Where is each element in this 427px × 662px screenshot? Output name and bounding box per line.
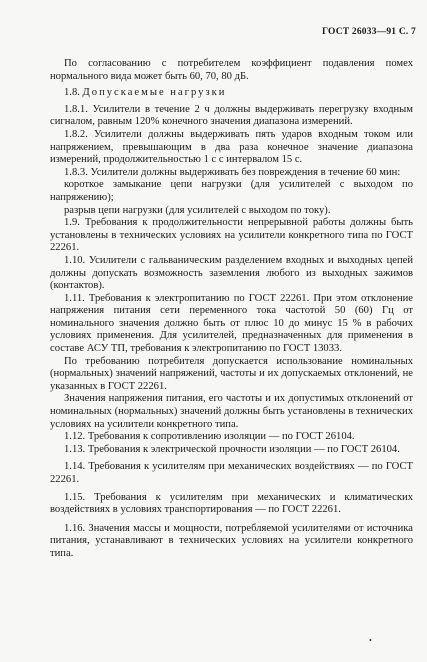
document-body (50, 58, 413, 561)
clause-1-8-1-end: конечного значения диапазона измерений. (159, 116, 353, 128)
clause-1-16: 1.16. Значения массы и мощности, потребляемой усилителями от источника питания, устанавливают в технических условиях на усилители конкретного типа. (50, 522, 413, 559)
clause-1-8-3: 1.8.3. Усилители должны выдерживать без повреждения в течение 60 мин: (64, 166, 401, 178)
clause-1-8-2: 1.8.2. Усилители должны выдерживать пять ударов входным током или напряжением, превышающим в два раза конечное значение диапазона измерений, продолжительностью 1 с с интервалом 15 с. (50, 128, 413, 166)
clause-1-13: 1.13. Требования к электрической прочности изоляции — по ГОСТ 26104. (64, 443, 400, 455)
clause-1-8-1 (50, 104, 413, 129)
list-item-open-circuit: разрыв цепи нагрузки (для усилителей с выходом по току). (64, 204, 331, 216)
section-heading-1-8 (50, 87, 413, 100)
page-header: ГОСТ 26033—91 С. 7 (322, 27, 416, 37)
paragraph-noise-rejection: По согласованию с потребителем коэффициент подавления помех нормального вида может быть 60, 70, 80 дБ. (50, 58, 413, 82)
clause-1-15: 1.15. Требования к усилителям при механических и климатических воздействиях в условиях транспортирования — по ГОСТ 22261. (50, 491, 413, 516)
clause-1-9: 1.9. Требования к продолжительности непрерывной работы должны быть установлены в технических условиях на усилители конкретного типа по ГОСТ 22261. (50, 217, 413, 254)
paragraph-supply-values: Значения напряжения питания, его частоты и их допустимых отклонений от номинальных (нормальных) значений должны быть установлены в технических условиях на усилители конкретного типа. (50, 393, 413, 430)
clause-1-14: 1.14. Требования к усилителям при механических воздействиях — по ГОСТ 22261. (50, 461, 413, 485)
section-number: 1.8. (64, 87, 80, 99)
list-item-short-circuit: короткое замыкание цепи нагрузки (для усилителей с выходом по напряжению); (50, 179, 413, 203)
paragraph-nominal-values: По требованию потребителя допускается использование номинальных (нормальных) значений напряжений, частоты и их допускаемых отклонений, не указанных в ГОСТ 22261. (50, 355, 413, 392)
clause-1-12: 1.12. Требования к сопротивлению изоляции — по ГОСТ 26104. (64, 431, 355, 443)
clause-1-8-1-percent: % (150, 116, 160, 128)
clause-1-10: 1.10. Усилители с гальваническим разделением входных и выходных цепей должны допускать возможность заземления любого из выходных зажимов (контактов). (50, 254, 413, 292)
footer-mark: • (369, 636, 372, 645)
clause-1-11: 1.11. Требования к электропитанию по ГОСТ 22261. При этом отклонение напряжения питания сети переменного тока частотой 50 (60) Гц от номинального значения должно быть от плюс 10 до минус 15 % в рабочих условиях применения. Для усилителей, предназначенных для применения в составе АСУ ТП, требования к электропитанию по ГОСТ 13033. (50, 292, 413, 355)
section-title: Допускаемые нагрузки (82, 87, 227, 99)
clause-1-8-1-start: 1.8.1. Усилители в течение 2 ч должны выдерживать перегрузку входным сигналом, равным 120 (50, 103, 413, 128)
